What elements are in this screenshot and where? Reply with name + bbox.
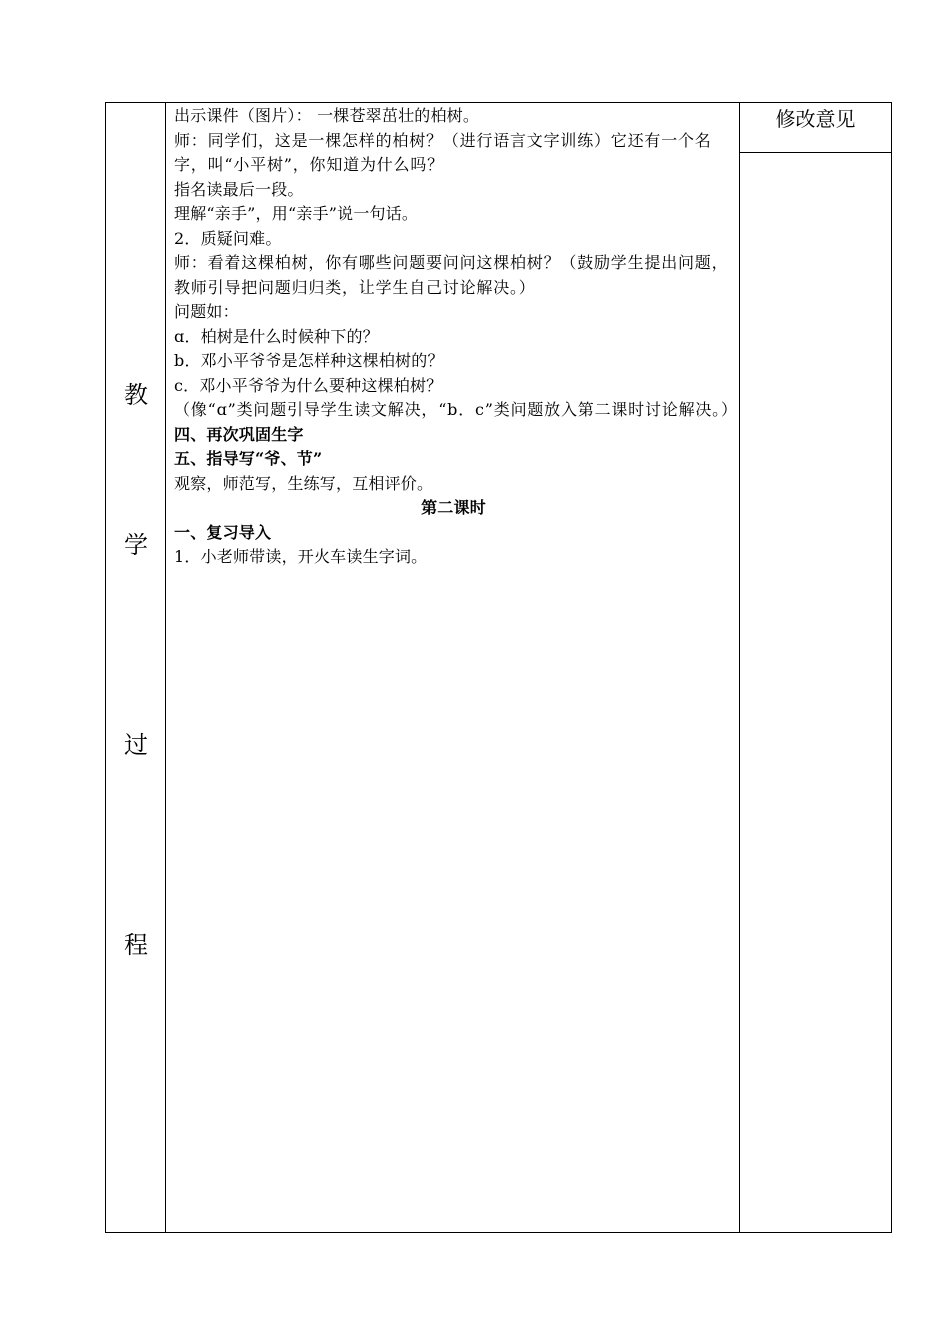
content-line: 2．质疑问难。 [174, 228, 282, 248]
content-line: c．邓小平爷爷为什么要种这棵柏树？ [174, 375, 443, 395]
content-line: b．邓小平爷爷是怎样种这棵柏树的？ [174, 351, 444, 370]
content-line: 师：看着这棵柏树，你有哪些问题要问问这棵柏树？（鼓励学生提出问题，教师引导把问题归归类，让学生自己讨论解决。） [174, 253, 729, 297]
revision-notes-cell [740, 103, 892, 1233]
content-line: 师：同学们，这是一棵怎样的柏树？（进行语言文字训练）它还有一个名字，叫“小平树”，你知道为什么吗？ [174, 130, 712, 174]
section-heading: 五、指导写“爷、节” [174, 449, 323, 468]
side-label-char: 程 [124, 931, 148, 959]
lesson-period-title: 第二课时 [421, 498, 486, 517]
content-line: 出示课件（图片）： 一棵苍翠茁壮的柏树。 [174, 106, 480, 125]
content-line: 问题如： [174, 302, 239, 321]
revision-notes-header: 修改意见 [740, 103, 891, 153]
side-label-char: 学 [124, 531, 148, 559]
section-heading: 一、复习导入 [174, 522, 272, 542]
side-label-char: 教 [124, 381, 148, 409]
content-line: 理解“亲手”，用“亲手”说一句话。 [174, 204, 419, 223]
lesson-content-cell [166, 103, 740, 1233]
section-heading: 四、再次巩固生字 [174, 424, 304, 444]
content-line: 1．小老师带读，开火车读生字词。 [174, 547, 428, 566]
content-line: ɑ．柏树是什么时候种下的？ [174, 326, 379, 346]
content-line: 观察，师范写，生练写，互相评价。 [174, 473, 434, 493]
lesson-plan-table [105, 102, 892, 1233]
side-label-char: 过 [124, 731, 148, 759]
content-line: 指名读最后一段。 [174, 179, 304, 199]
content-line: （像“ɑ”类问题引导学生读文解决，“b．c”类问题放入第二课时讨论解决。） [174, 400, 738, 419]
lesson-content-text [174, 103, 738, 570]
teaching-process-label-cell [106, 103, 166, 1233]
